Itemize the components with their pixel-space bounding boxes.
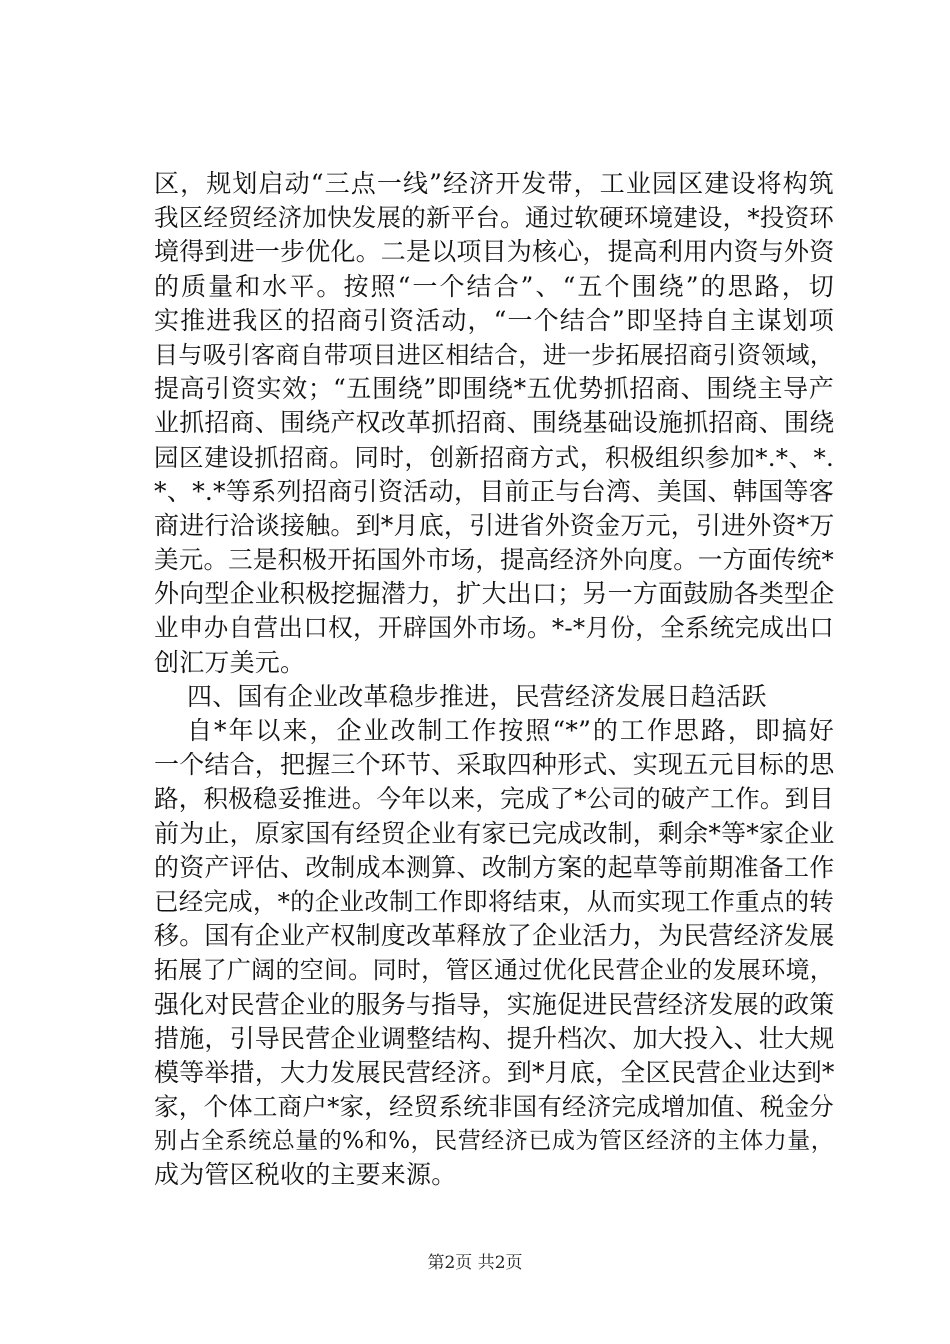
text-line: 自*年以来，企业改制工作按照“*”的工作思路，即搞好 bbox=[187, 716, 834, 745]
text-line: 创汇万美元。 bbox=[154, 647, 306, 677]
text-line: *、*.*等系列招商引资活动，目前正与台湾、美国、韩国等客 bbox=[154, 476, 834, 506]
text-line: 措施，引导民营企业调整结构、提升档次、加大投入、壮大规 bbox=[154, 1023, 835, 1053]
text-line: 实推进我区的招商引资活动，“一个结合”即坚持自主谋划项 bbox=[154, 305, 834, 335]
text-line: 拓展了广阔的空间。同时，管区通过优化民营企业的发展环境， bbox=[154, 956, 834, 985]
text-line: 家，个体工商户*家，经贸系统非国有经济完成增加值、税金分 bbox=[154, 1092, 834, 1122]
text-line: 区，规划启动“三点一线”经济开发带，工业园区建设将构筑 bbox=[154, 169, 834, 198]
text-line: 成为管区税收的主要来源。 bbox=[154, 1160, 457, 1190]
text-line: 目与吸引客商自带项目进区相结合，进一步拓展招商引资领域， bbox=[154, 340, 834, 369]
page-footer: 第2页 共2页 bbox=[427, 1253, 523, 1273]
text-line: 的资产评估、改制成本测算、改制方案的起草等前期准备工作 bbox=[154, 852, 835, 882]
text-line: 外向型企业积极挖掘潜力，扩大出口；另一方面鼓励各类型企 bbox=[154, 579, 835, 609]
text-line: 强化对民营企业的服务与指导，实施促进民营经济发展的政策 bbox=[154, 989, 835, 1019]
text-line: 路，积极稳妥推进。今年以来，完成了*公司的破产工作。到目 bbox=[154, 784, 834, 814]
text-line: 业申办自营出口权，开辟国外市场。*-*月份，全系统完成出口 bbox=[154, 613, 834, 643]
text-line: 一个结合，把握三个环节、采取四种形式、实现五元目标的思 bbox=[154, 750, 835, 780]
text-line: 已经完成，*的企业改制工作即将结束，从而实现工作重点的转 bbox=[154, 886, 834, 916]
text-line: 别占全系统总量的%和%，民营经济已成为管区经济的主体力量， bbox=[154, 1128, 834, 1155]
text-line: 境得到进一步优化。二是以项目为核心，提高利用内资与外资 bbox=[154, 237, 835, 267]
text-line: 我区经贸经济加快发展的新平台。通过软硬环境建设，*投资环 bbox=[154, 203, 834, 233]
text-line: 商进行洽谈接触。到*月底，引进省外资金万元，引进外资*万 bbox=[154, 510, 835, 540]
section-heading: 四、国有企业改革稳步推进，民营经济发展日趋活跃 bbox=[187, 681, 767, 711]
text-line: 移。国有企业产权制度改革释放了企业活力，为民营经济发展 bbox=[154, 921, 835, 951]
text-line: 园区建设抓招商。同时，创新招商方式，积极组织参加*.*、*. bbox=[154, 442, 834, 472]
text-line: 业抓招商、围绕产权改革抓招商、围绕基础设施抓招商、围绕 bbox=[154, 408, 835, 438]
text-line: 提高引资实效；“五围绕”即围绕*五优势抓招商、围绕主导产 bbox=[154, 374, 834, 404]
text-line: 美元。三是积极开拓国外市场，提高经济外向度。一方面传统* bbox=[154, 545, 834, 575]
text-line: 的质量和水平。按照“一个结合”、“五个围绕”的思路，切 bbox=[154, 271, 834, 301]
text-line: 模等举措，大力发展民营经济。到*月底，全区民营企业达到* bbox=[154, 1057, 835, 1087]
body-text bbox=[154, 167, 834, 1193]
text-line: 前为止，原家国有经贸企业有家已完成改制，剩余*等*家企业 bbox=[154, 818, 835, 848]
